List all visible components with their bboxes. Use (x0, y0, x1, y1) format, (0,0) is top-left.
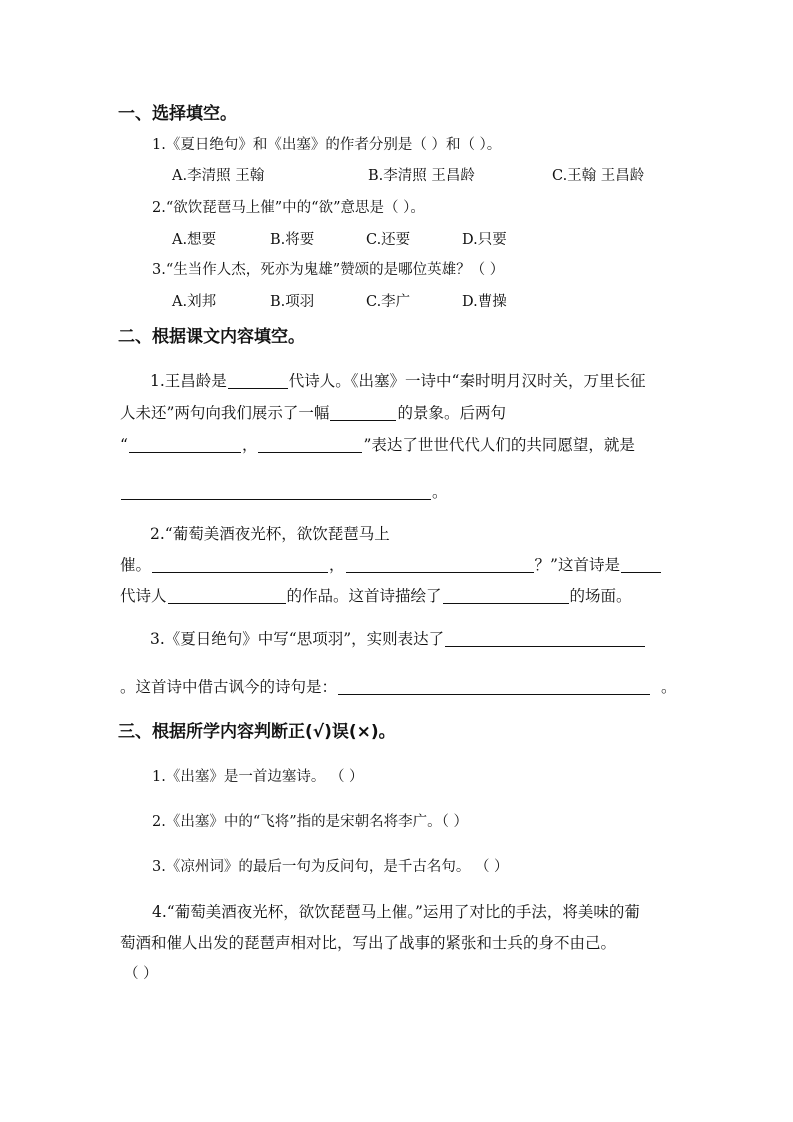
s2-q1-text-1: 1.王昌龄是 (150, 372, 227, 390)
s2-q1-text-7: ”表达了世世代代人们的共同愿望，就是 (363, 436, 635, 454)
s3-question-4-line-3: （ ） (124, 966, 158, 982)
s3-question-4-line-1: 4.“葡萄美酒夜光杯，欲饮琵琶马上催。”运用了对比的手法，将美味的葡 (152, 903, 640, 921)
answer-blank[interactable] (168, 602, 286, 604)
s2-q2-line-3 (120, 584, 632, 606)
s2-q1-line-4 (120, 480, 448, 502)
s1-q1-option-a: A.李清照 王翰 (172, 168, 265, 184)
answer-blank[interactable] (338, 693, 650, 695)
s1-q3-option-d: D.曹操 (462, 294, 507, 310)
s2-q1-line-1 (150, 369, 645, 391)
section-2-title: 二、根据课文内容填空。 (118, 327, 305, 347)
s1-q3-option-a: A.刘邦 (172, 294, 217, 310)
s3-question-1: 1.《出塞》是一首边塞诗。 （ ） (152, 769, 364, 785)
s2-q1-line-2 (120, 401, 506, 423)
s3-question-4-line-2: 萄酒和催人出发的琵琶声相对比，写出了战事的紧张和士兵的身不由己。 (120, 934, 617, 952)
s2-q3-text-1: 3.《夏日绝句》中写“思项羽”，实则表达了 (150, 630, 445, 648)
s2-q1-text-2: 代诗人。《出塞》一诗中“秦时明月汉时关，万里长征 (288, 372, 646, 390)
answer-blank[interactable] (129, 451, 241, 453)
section-1-title: 一、选择填空。 (118, 104, 237, 124)
answer-blank[interactable] (228, 387, 288, 389)
s2-q2-text-6: 的作品。这首诗描绘了 (286, 587, 442, 605)
s1-q3-option-b: B.项羽 (270, 294, 315, 310)
s1-q3-option-c: C.李广 (366, 294, 411, 310)
answer-blank[interactable] (258, 451, 362, 453)
s1-q2-option-a: A.想要 (172, 232, 217, 248)
s1-question-1: 1.《夏日绝句》和《出塞》的作者分别是（ ）和（ ）。 (152, 137, 502, 153)
s2-q1-text-4: 的景象。后两句 (397, 404, 506, 422)
s1-q2-option-c: C.还要 (366, 232, 411, 248)
s2-q1-text-6: ， (241, 436, 258, 454)
s2-q2-line-2 (120, 553, 662, 575)
s2-q2-text-7: 的场面。 (569, 587, 632, 605)
s1-q2-option-b: B.将要 (270, 232, 315, 248)
s1-q1-option-b: B.李清照 王昌龄 (368, 168, 475, 184)
answer-blank[interactable] (621, 571, 661, 573)
s2-q2-text-2: 催。 (120, 556, 152, 574)
s2-q3-text-2: 。这首诗中借古讽今的诗句是： (120, 678, 338, 696)
s3-question-3: 3.《凉州词》的最后一句为反问句，是千古名句。 （ ） (152, 859, 509, 875)
s1-q2-option-d: D.只要 (462, 232, 507, 248)
s1-question-2: 2.“欲饮琵琶马上催”中的“欲”意思是（ ）。 (152, 200, 425, 216)
s2-q1-text-5: “ (120, 436, 128, 454)
s2-q1-text-8: 。 (432, 483, 448, 501)
s2-q3-line-2 (120, 675, 677, 697)
answer-blank[interactable] (121, 498, 431, 500)
s2-q2-text-3: ， (329, 556, 345, 574)
answer-blank[interactable] (152, 571, 328, 573)
s2-q2-line-1: 2.“葡萄美酒夜光杯，欲饮琵琶马上 (150, 525, 390, 543)
s2-q3-text-3: 。 (661, 678, 677, 696)
s1-q1-option-c: C.王翰 王昌龄 (552, 168, 645, 184)
s2-q3-line-1 (150, 627, 646, 649)
s3-question-2: 2.《出塞》中的“飞将”指的是宋朝名将李广。（ ） (152, 814, 469, 830)
answer-blank[interactable] (445, 645, 645, 647)
s2-q1-line-3 (120, 433, 635, 455)
section-3-title: 三、根据所学内容判断正(√)误(×)。 (118, 722, 396, 742)
s2-q2-text-5: 代诗人 (120, 587, 167, 605)
answer-blank[interactable] (346, 571, 534, 573)
s2-q2-text-4: ？”这首诗是 (534, 556, 620, 574)
s2-q1-text-3: 人未还”两句向我们展示了一幅 (120, 404, 330, 422)
s1-question-3: 3.“生当作人杰，死亦为鬼雄”赞颂的是哪位英雄？（ ） (152, 262, 505, 278)
answer-blank[interactable] (443, 602, 569, 604)
answer-blank[interactable] (330, 419, 396, 421)
